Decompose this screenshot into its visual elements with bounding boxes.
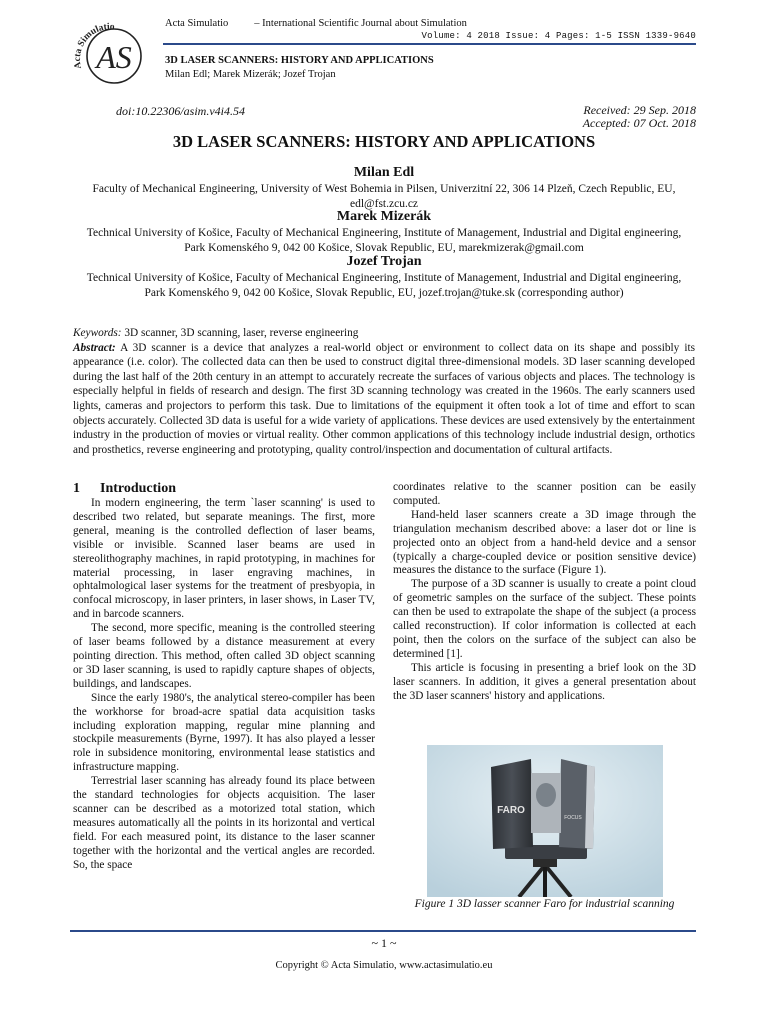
journal-subtitle: – International Scientific Journal about Simulation	[254, 18, 467, 29]
left-column	[73, 497, 375, 872]
footer-rule	[70, 930, 696, 932]
keywords-label: Keywords:	[73, 327, 122, 339]
paragraph: This article is focusing in presenting a brief look on the 3D laser scanners. In addition, it gives a general presentation about the 3D laser scanners' history and applications.	[393, 661, 696, 702]
keywords	[73, 326, 695, 341]
author-affiliation: Faculty of Mechanical Engineering, University of West Bohemia in Pilsen, Univerzitní 22, 306 14 Plzeň, Czech Republic, EU, edl@fst.zcu.cz	[92, 183, 676, 210]
accepted-date: Accepted: 07 Oct. 2018	[582, 116, 696, 130]
paragraph: Hand-held laser scanners create a 3D image through the triangulation mechanism described above: a laser dot or line is projected onto an object from a hand-held device and a sensor (typically a charge-coupled device or position sensitive device) measures the distance to the surface (Figure 1).	[393, 508, 696, 577]
dates	[583, 104, 696, 130]
keywords-text: 3D scanner, 3D scanning, laser, reverse engineering	[124, 327, 359, 339]
brand-logo-text: FARO	[497, 805, 525, 816]
right-column	[393, 481, 696, 704]
author-name: Milan Edl	[353, 165, 415, 180]
figure-caption: Figure 1 3D lasser scanner Faro for industrial scanning	[414, 898, 675, 910]
page-number: ~ 1 ~	[371, 936, 397, 950]
paragraph: The second, more specific, meaning is the controlled steering of laser beams followed by a distance measurement at every pointing direction. This method, often called 3D object scanning or 3D laser scanning, is used to rapidly capture shapes of objects, buildings, and landscapes.	[73, 622, 375, 690]
volume-line: Volume: 4 2018 Issue: 4 Pages: 1-5 ISSN 1339-9640	[421, 31, 696, 41]
scanner-mirror	[536, 783, 556, 807]
paragraph: The purpose of a 3D scanner is usually to create a point cloud of geometric samples on the surface of the subject. These points can then be used to extrapolate the shape of the subject (a process called reconstruction). If color information is collected at each point, then the colors on the surface of the subject can also be determined [1].	[393, 578, 696, 660]
copyright: Copyright © Acta Simulatio, www.actasimulatio.eu	[275, 960, 493, 971]
doi: doi:10.22306/asim.v4i4.54	[116, 104, 245, 118]
author-name: Jozef Trojan	[346, 254, 422, 269]
abstract	[73, 341, 695, 458]
section-title: Introduction	[100, 481, 176, 496]
paragraph: Since the early 1980's, the analytical stereo-compiler has been the workhorse for broad-acre spatial data acquisition tasks including exploration mapping, regular mine planning and stockpile measurements (Byrne, 1997). It has also played a lesser role in subsidence monitoring, environmental lease statistics and infrastructure mapping.	[73, 691, 375, 774]
scanner-left-arm	[491, 759, 533, 849]
journal-header	[165, 18, 467, 29]
running-title: 3D LASER SCANNERS: HISTORY AND APPLICATIONS	[165, 55, 434, 66]
paragraph: coordinates relative to the scanner position can be easily computed.	[393, 481, 696, 507]
abstract-text: A 3D scanner is a device that analyzes a real-world object or environment to collect data on its shape and possibly its appearance (i.e. color). The collected data can then be used to construct digital three-dimensional models. 3D laser scanning developed during the last half of the 20th century in an attempt to accurately recreate the surfaces of various objects and places. The technology is especially helpful in fields of research and design. The first 3D scanning technology was created in the 1960s. The early scanners used lights, cameras and projectors to perform this task. Due to limitations of the equipment it often took a lot of time and effort to scan objects accurately. Collected 3D data is useful for a wide variety of applications. These devices are used extensively by the entertainment industry in the production of movies or virtual reality. Other common applications of this technology include industrial design, orthotics and prosthetics, reverse engineering and prototyping, quality control/inspection and documentation of cultural artifacts.	[73, 341, 695, 456]
paragraph: Terrestrial laser scanning has already found its place between the standard technologies for objects acquisition. The laser scanner can be described as a motorized total station, which measures automatically all the points in its horizontal and vertical field. For each measured point, its distance to the laser scanner together with the horizontal and the vertical angles are recorded. So, the space	[73, 775, 375, 871]
author-name: Marek Mizerák	[336, 209, 432, 224]
abstract-label: Abstract:	[73, 341, 116, 354]
header-rule	[163, 43, 696, 45]
paragraph: In modern engineering, the term `laser scanning' is used to described two related, but separate meanings. The first, more general, meaning is the controlled deflection of laser beams, visible or invisible. Scanned laser beams are used in stereolithography machines, in rapid prototyping, in machines for material processing, in laser engraving machines, in ophtalmological laser systems for the treatment of presbyopia, in confocal microscopy, in laser printers, in laser shows, in Laser TV, and in barcode scanners.	[73, 497, 375, 621]
paper-title: 3D LASER SCANNERS: HISTORY AND APPLICATIONS	[172, 132, 596, 151]
figure-scanner-image	[427, 745, 663, 897]
received-date: Received: 29 Sep. 2018	[583, 103, 696, 117]
author-affiliation: Technical University of Košice, Faculty of Mechanical Engineering, Institute of Management, Industrial and Digital engineering, Park Komenského 9, 042 00 Košice, Slovak Republic, EU, jozef.trojan@tuke.sk (corresponding author)	[86, 272, 682, 299]
author-affiliation: Technical University of Košice, Faculty of Mechanical Engineering, Institute of Management, Industrial and Digital engineering, Park Komenského 9, 042 00 Košice, Slovak Republic, EU, marekmizerak@gmail.com	[86, 227, 682, 254]
section-number: 1	[73, 481, 80, 496]
journal-logo	[70, 12, 150, 92]
section-heading	[73, 481, 176, 497]
running-authors: Milan Edl; Marek Mizerák; Jozef Trojan	[165, 69, 336, 80]
logo-ring-text: Acta Simulatio	[72, 22, 115, 70]
logo-monogram: AS	[96, 39, 132, 75]
abstract-block	[73, 326, 695, 457]
journal-name: Acta Simulatio	[165, 18, 229, 29]
model-logo-text: FOCUS	[564, 815, 582, 821]
